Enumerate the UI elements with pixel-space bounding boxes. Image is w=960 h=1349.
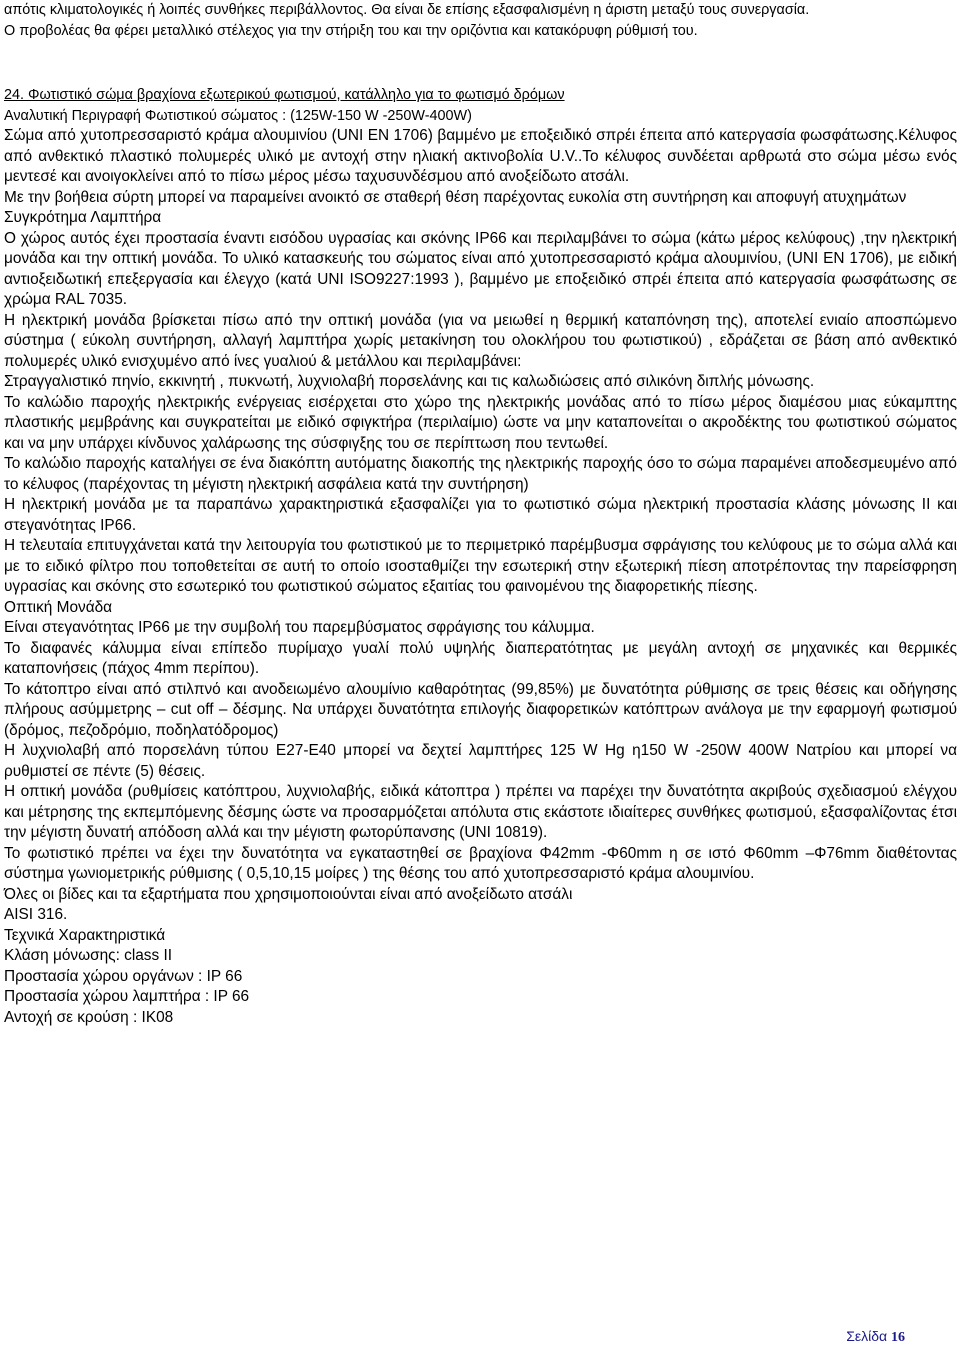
item-24-section [4, 85, 957, 127]
page-label: Σελίδα [846, 1328, 888, 1344]
spec-insulation-class: Κλάση μόνωσης: class II [4, 947, 173, 964]
paragraph: Με την βοήθεια σύρτη μπορεί να παραμείνει ανοικτό σε σταθερή θέση παρέχοντας ευκολία στη συντήρηση και αποφυγή ατυχημάτων [4, 188, 907, 206]
paragraph: Η λυχνιολαβή από πορσελάνη τύπου Ε27-Ε40 μπορεί να δεχτεί λαμπτήρες 125 W Hg η150 W -250W 400W Νατρίου και μπορεί να ρυθμιστεί σε πέντε (5) θέσεις. [4, 742, 957, 780]
paragraph: Το καλώδιο παροχής ηλεκτρικής ενέργειας εισέρχεται στο χώρο της ηλεκτρικής μονάδας από το πίσω μέρος διαμέσου μιας εύκαμπτης πλαστικής μεμβράνης και συγκρατείται με ειδικό σφιγκτήρα (περιλαίμιο) ώστε να μην καταπονείται ο ακροδέκτης του φωτιστικού σώματος και να μην υπάρχει κίνδυνος χαλάρωσης της σύσφιγξης του σε περίπτωση που τεντωθεί. [4, 393, 957, 452]
paragraph: AISI 316. [4, 906, 68, 923]
spec-gear-protection: Προστασία χώρου οργάνων : IP 66 [4, 967, 243, 985]
spec-impact-resistance: Αντοχή σε κρούση : IK08 [4, 1008, 174, 1026]
paragraph: Η ηλεκτρική μονάδα με τα παραπάνω χαρακτηριστικά εξασφαλίζει για το φωτιστικό σώμα ηλεκτρική προστασία κλάσης μόνωσης II και στεγανότητας IP66. [4, 496, 957, 534]
paragraph: Η οπτική μονάδα (ρυθμίσεις κατόπτρου, λυχνιολαβής, ειδικά κάτοπτρα ) πρέπει να παρέχει την δυνατότητα ακριβούς σχεδιασμού ελέγχου και μέτρησης της εκπεμπόμενης δέσμης ώστε να προσαρμόζεται απόλυτα στις εκάστοτε ιδιαίτερες συνθήκες φωτισμού, εξασφαλίζοντας έτσι την μέγιστη δυνατή απόδοση αλλά και την μέγιστη φωτορύπανσης (UNI 10819). [4, 783, 957, 841]
paragraph: Το διαφανές κάλυμμα είναι επίπεδο πυρίμαχο γυαλί πολύ υψηλής διαπερατότητας με μεγάλη αντοχή σε μηχανικές και θερμικές καταπονήσεις (πάχος 4mm περίπου). [4, 639, 957, 677]
item-heading: 24. Φωτιστικό σώμα βραχίονα εξωτερικού φωτισμού, κατάλληλο για το φωτισμό δρόμων [4, 87, 565, 103]
body-text [4, 126, 957, 1028]
intro-paragraph-2: Ο προβολέας θα φέρει μεταλλικό στέλεχος για την στήριξη του και την οριζόντια και κατακόρυφη ρύθμισή του. [4, 22, 698, 39]
spec-lamp-protection: Προστασία χώρου λαμπτήρα : IP 66 [4, 988, 250, 1005]
paragraph: Η ηλεκτρική μονάδα βρίσκεται πίσω από την οπτική μονάδα (για να μειωθεί η θερμική καταπόνηση της), αποτελεί ενιαίο αποσπώμενο σύστημα ( εύκολη συντήρηση, αλλαγή λαμπτήρα χωρίς μετακίνηση του ολοκλήρου του φωτιστικού) , εδράζεται σε βάση από ανθεκτικό πολυμερές υλικό ενισχυμένο από ίνες γυαλιού & μετάλλου και περιλαμβάνει: [4, 311, 957, 370]
paragraph: Είναι στεγανότητας IP66 με την συμβολή του παρεμβύσματος σφράγισης του κάλυμμα. [4, 619, 595, 636]
item-subtitle: Αναλυτική Περιγραφή Φωτιστικού σώματος : (125W-150 W -250W-400W) [4, 107, 472, 124]
section-title-technical-specs: Τεχνικά Χαρακτηριστικά [4, 926, 166, 944]
intro-paragraph-1: απότις κλιματολογικές ή λοιπές συνθήκες περιβάλλοντος. Θα είναι δε επίσης εξασφαλισμένη η άριστη μεταξύ τους συνεργασία. [4, 2, 810, 18]
paragraph: Η τελευταία επιτυγχάνεται κατά την λειτουργία του φωτιστικού με το περιμετρικό παρέμβυσμα σφράγισης του κελύφους με το σώμα αλλά και με το ειδικό φίλτρο που τοποθετείται σε αυτή το οποίο ισοσταθμίζει την εσωτερική στην εξωτερική πίεση αποτρέποντας την παρείσφρηση υγρασίας και σκόνης στο εσωτερικό του φωτιστικού σώματος εξαιτίας του φαινομένου της διαφορετικής πίεσης. [4, 537, 957, 595]
page-footer [846, 1328, 905, 1346]
paragraph: Ο χώρος αυτός έχει προστασία έναντι εισόδου υγρασίας και σκόνης IP66 και περιλαμβάνει το σώμα (κάτω μέρος κελύφους) ,την ηλεκτρική μονάδα και την οπτική μονάδα. Το υλικό κατασκευής του σώματος είναι από χυτοπρεσσαριστό κράμα αλουμινίου, (UNI EN 1706), με ειδική αντιοξειδωτική επεξεργασία και έλεγχο (κατά UNI ISO9227:1993 ), βαμμένο με εποξειδικό σπρέι έπειτα από κατεργασία φωσφάτωσης σε χρώμα RAL 7035. [4, 229, 957, 308]
page-number: 16 [891, 1330, 905, 1345]
item-body: Σώμα από χυτοπρεσσαριστό κράμα αλουμινίου (UNI EN 1706) βαμμένο με εποξειδικό σπρέι έπειτα από κατεργασία φωσφάτωσης.Κέλυφος από ανθεκτικό πλαστικό πολυμερές υλικό με αντοχή στην ηλιακή ακτινοβολία U.V..Το κέλυφος συνδέεται αρθρωτά στο σώμα μέσω ενός μεντεσέ και ανοιγοκλείνει από το πίσω μέρος μέσω ταχυσυνδέσμου από ανοξείδωτο ατσάλι. [4, 127, 957, 185]
intro-text [4, 0, 957, 42]
paragraph: Το φωτιστικό πρέπει να έχει την δυνατότητα να εγκαταστηθεί σε βραχίονα Φ42mm -Φ60mm η σε ιστό Φ60mm –Φ76mm διαθέτοντας σύστημα γωνιομετρικής ρύθμισης ( 0,5,10,15 μοίρες ) της θέσης του από χυτοπρεσσαριστό κράμα αλουμινίου. [4, 844, 957, 882]
paragraph: Το κάτοπτρο είναι από στιλπνό και ανοδειωμένο αλουμίνιο καθαρότητας (99,85%) με δυνατότητα ρύθμισης σε τρεις θέσεις και οδήγησης πλήρους ασύμμετρης – cut off – δέσμης. Να υπάρχει δυνατότητα επιλογής διαφορετικών κατόπτρων ανάλογα με την εφαρμογή φωτισμού (δρόμος, πεζοδρόμιο, ποδηλατόδρομος) [4, 680, 957, 739]
paragraph: Το καλώδιο παροχής καταλήγει σε ένα διακόπτη αυτόματης διακοπής της ηλεκτρικής παροχής όσο το σώμα παραμένει αποδεσμευμένο από το κέλυφος (παρέχοντας τη μέγιστη ηλεκτρική ασφάλεια κατά την συντήρηση) [4, 455, 957, 493]
paragraph: Στραγγαλιστικό πηνίο, εκκινητή , πυκνωτή, λυχνιολαβή πορσελάνης και τις καλωδιώσεις από σιλικόνη διπλής μόνωσης. [4, 373, 815, 390]
section-title-lamp-assembly: Συγκρότημα Λαμπτήρα [4, 209, 162, 226]
section-title-optical-unit: Οπτική Μονάδα [4, 598, 113, 616]
paragraph: Όλες οι βίδες και τα εξαρτήματα που χρησιμοποιούνται είναι από ανοξείδωτο ατσάλι [4, 885, 573, 903]
